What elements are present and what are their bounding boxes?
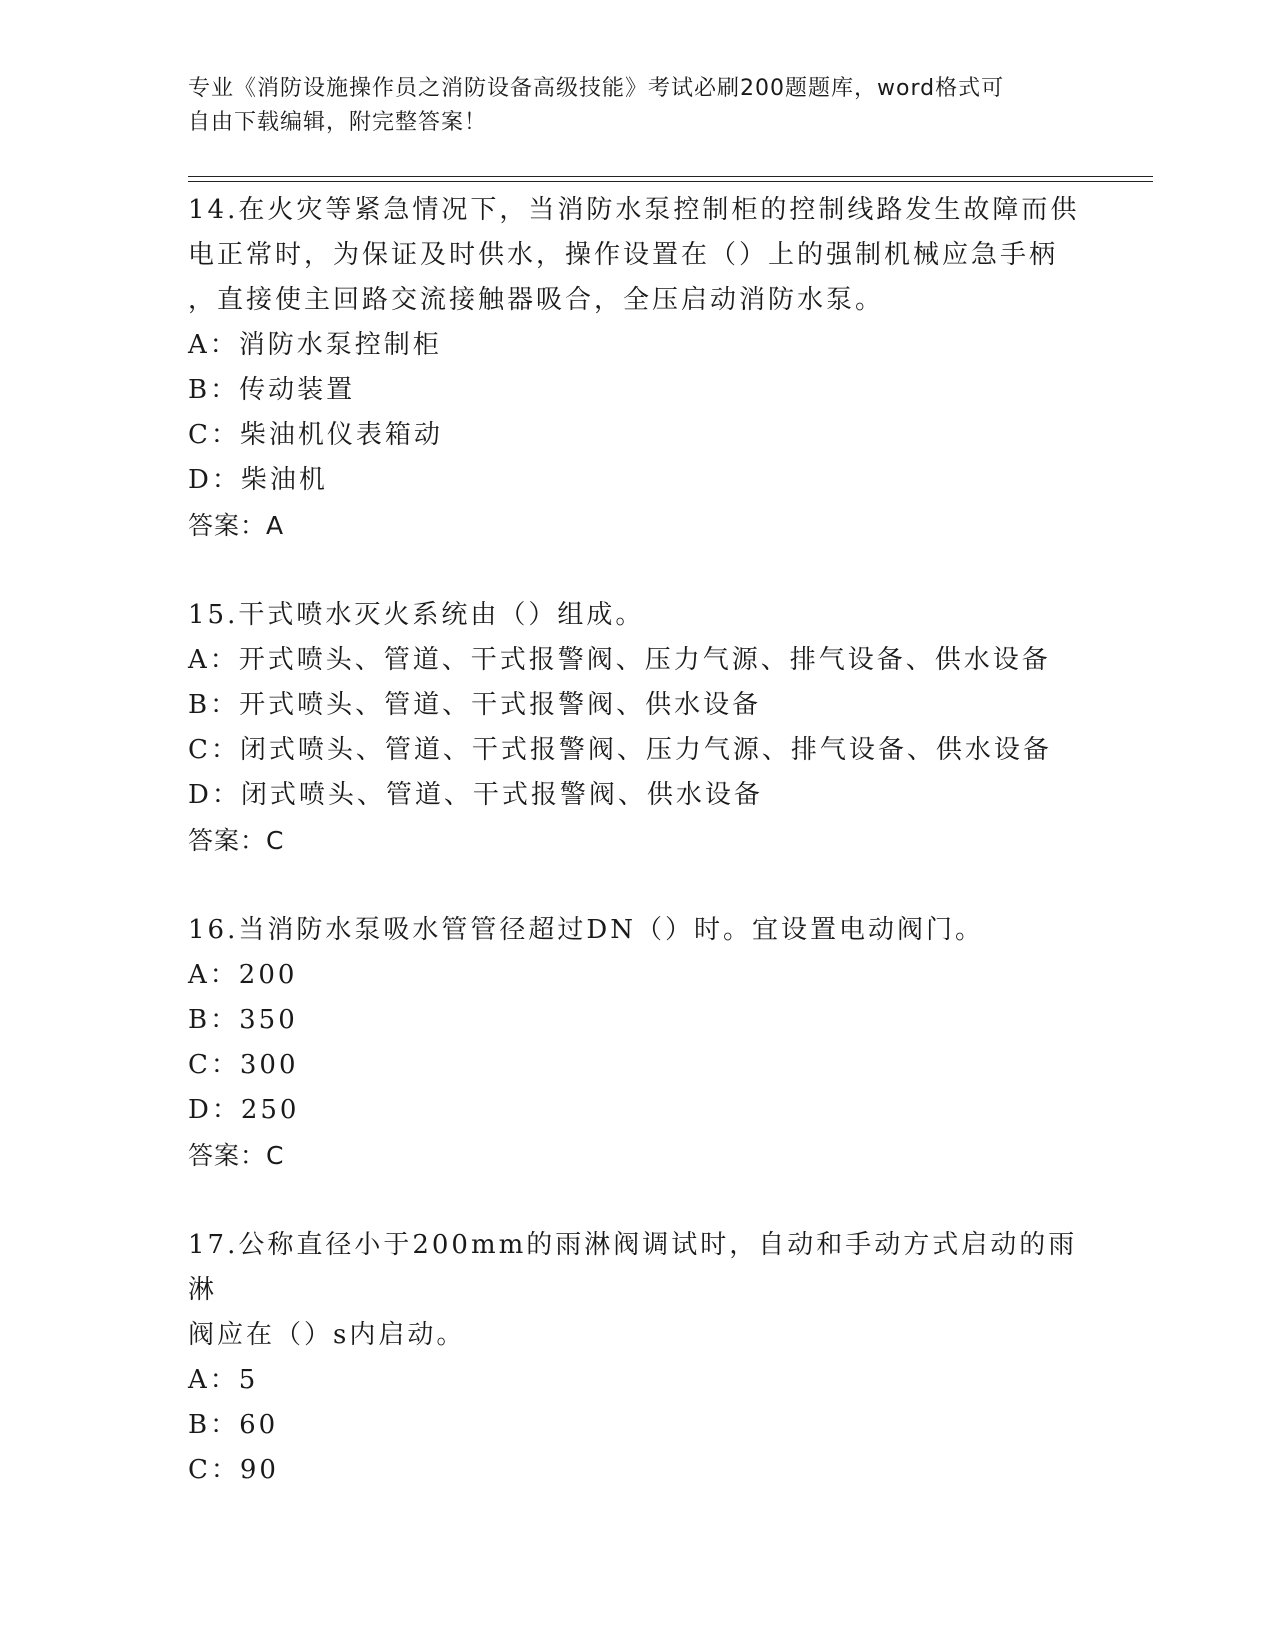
- option-b: B：传动装置: [188, 375, 356, 405]
- question-list: [188, 188, 1088, 1493]
- question-spacer: [188, 548, 1088, 593]
- option-b: B：开式喷头、管道、干式报警阀、供水设备: [188, 690, 762, 720]
- answer: 答案：C: [188, 826, 285, 855]
- question-text-line: 16.当消防水泵吸水管管径超过DN（）时。宜设置电动阀门。: [188, 915, 984, 945]
- option-b: B：60: [188, 1410, 279, 1440]
- option-c: C：闭式喷头、管道、干式报警阀、压力气源、排气设备、供水设备: [188, 735, 1052, 765]
- question-text-line: ，直接使主回路交流接触器吸合，全压启动消防水泵。: [188, 285, 885, 315]
- question-spacer: [188, 863, 1088, 908]
- option-c: C：柴油机仪表箱动: [188, 420, 443, 450]
- option-d: D：柴油机: [188, 465, 328, 495]
- question-17: [188, 1223, 1088, 1493]
- header-divider-top: [188, 176, 1153, 177]
- option-d: D：250: [188, 1095, 300, 1125]
- question-spacer: [188, 1178, 1088, 1223]
- header-line-1: 专业《消防设施操作员之消防设备高级技能》考试必刷200题题库，word格式可: [188, 76, 1005, 101]
- question-16: [188, 908, 1088, 1178]
- document-header: [188, 72, 1088, 140]
- option-a: A：开式喷头、管道、干式报警阀、压力气源、排气设备、供水设备: [188, 645, 1051, 675]
- option-b: B：350: [188, 1005, 298, 1035]
- header-divider-bottom: [188, 181, 1153, 182]
- question-15: [188, 593, 1088, 863]
- question-14: [188, 188, 1088, 548]
- option-a: A：200: [188, 960, 298, 990]
- question-text-line: 15.干式喷水灭火系统由（）组成。: [188, 600, 645, 630]
- answer: 答案：A: [188, 511, 285, 540]
- answer: 答案：C: [188, 1141, 285, 1170]
- question-text-line: 电正常时，为保证及时供水，操作设置在（）上的强制机械应急手柄: [188, 240, 1059, 270]
- option-a: A：5: [188, 1365, 259, 1395]
- option-c: C：300: [188, 1050, 299, 1080]
- question-text-line: 17.公称直径小于200mm的雨淋阀调试时，自动和手动方式启动的雨淋: [188, 1230, 1078, 1305]
- option-d: D：闭式喷头、管道、干式报警阀、供水设备: [188, 780, 763, 810]
- option-c: C：90: [188, 1455, 279, 1485]
- question-text-line: 阀应在（）s内启动。: [188, 1320, 466, 1350]
- header-line-2: 自由下载编辑，附完整答案！: [188, 110, 488, 135]
- question-text-line: 14.在火灾等紧急情况下，当消防水泵控制柜的控制线路发生故障而供: [188, 195, 1080, 225]
- option-a: A：消防水泵控制柜: [188, 330, 442, 360]
